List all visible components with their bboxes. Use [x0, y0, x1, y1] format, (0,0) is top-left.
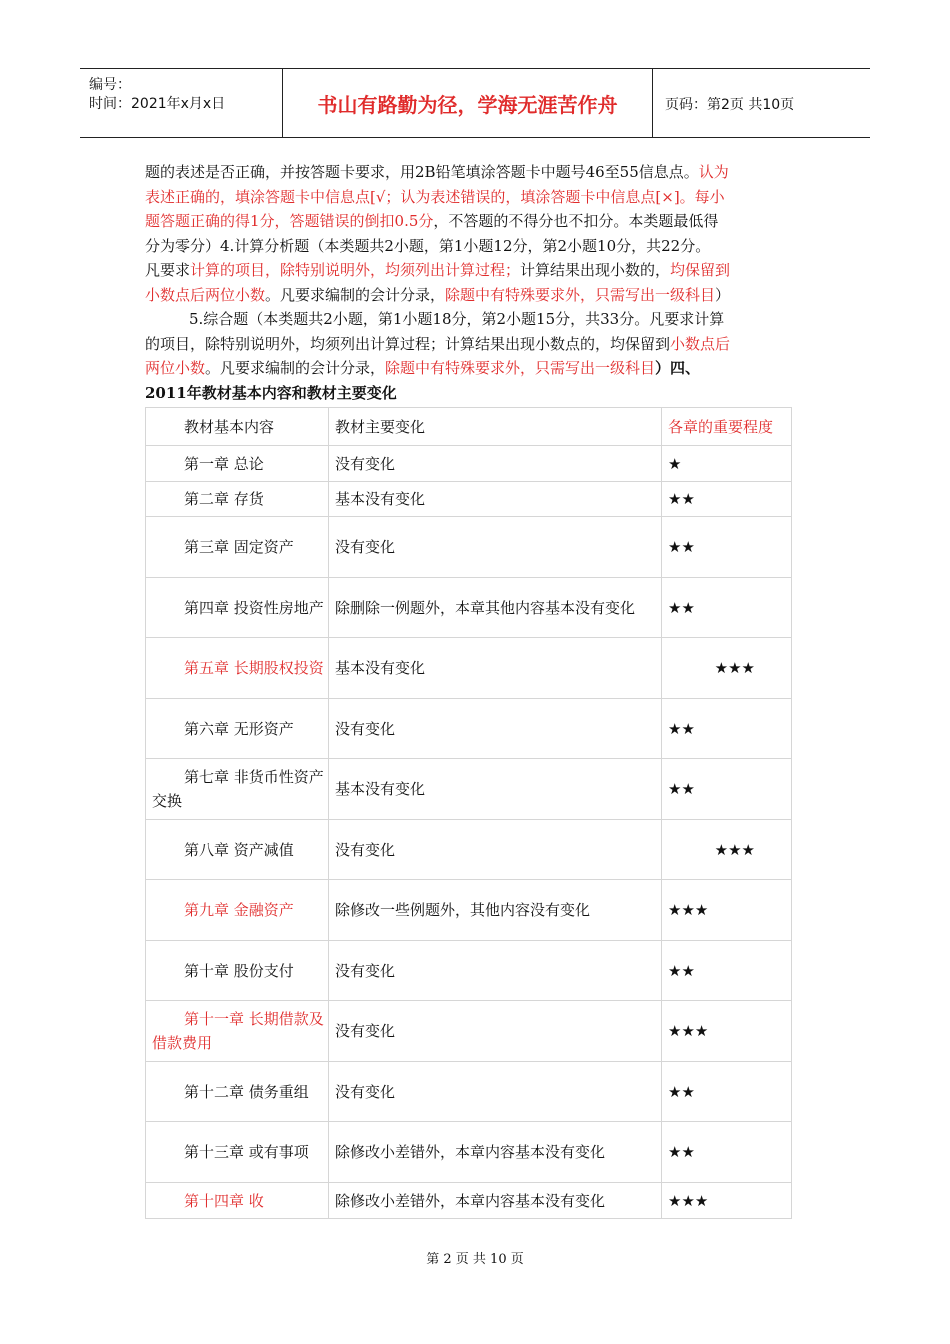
text-run-red: 认为 [698, 163, 729, 181]
header-cell: 教材基本内容 [146, 408, 329, 446]
header-cell: 教材主要变化 [329, 408, 662, 446]
chapter-cell: 第十二章 债务重组 [146, 1062, 329, 1122]
chapter-cell: 第八章 资产减值 [146, 820, 329, 880]
para-line [145, 283, 809, 308]
table-header-row [146, 408, 792, 446]
change-cell: 除修改小差错外，本章内容基本没有变化 [329, 1183, 662, 1219]
table-row [146, 517, 792, 578]
table-row [146, 638, 792, 699]
page-header [80, 68, 870, 138]
text-run-red: 小数点后 [670, 334, 731, 353]
importance-cell: ★★ [662, 1122, 792, 1183]
body-paragraph [145, 160, 809, 405]
para-line [145, 332, 809, 357]
header-page-info: 页码：第2页 共10页 [665, 97, 795, 113]
importance-cell: ★★ [662, 941, 792, 1001]
chapter-cell: 第七章 非货币性资产交换 [146, 759, 329, 820]
change-cell: 除删除一例题外，本章其他内容基本没有变化 [329, 578, 662, 638]
text-run-red: 两位小数 [145, 359, 206, 377]
chapter-cell: 第四章 投资性房地产 [146, 578, 329, 638]
chapter-cell: 第九章 金融资产 [146, 880, 329, 941]
header-motto: 书山有路勤为径，学海无涯苦作舟 [283, 69, 653, 137]
change-cell: 没有变化 [329, 941, 662, 1001]
para-line [145, 160, 809, 185]
chapter-cell: 第二章 存货 [146, 482, 329, 517]
table-row [146, 1062, 792, 1122]
importance-cell: ★ [662, 446, 792, 482]
header-meta [80, 69, 283, 137]
change-cell: 没有变化 [329, 1001, 662, 1062]
text-run-red: 除题中有特殊要求外，只需写出一级科目 [445, 285, 716, 304]
change-cell: 除修改小差错外，本章内容基本没有变化 [329, 1122, 662, 1183]
table-row [146, 941, 792, 1001]
text-run: 题的表述是否正确，并按答题卡要求，用2B铅笔填涂答题卡中题号46至55信息点。 [145, 163, 699, 181]
table-row [146, 482, 792, 517]
importance-cell: ★★ [662, 699, 792, 759]
number-label: 编号： [89, 77, 131, 93]
para-line [145, 258, 809, 283]
para-line [145, 356, 809, 381]
text-run-red: 计算的项目，除特别说明外，均须列出计算过程； [190, 261, 521, 279]
change-cell: 没有变化 [329, 699, 662, 759]
change-cell: 没有变化 [329, 517, 662, 578]
text-run: ，不答题的不得分也不扣分。本类题最低得 [433, 212, 719, 230]
text-run-red: 均保留到 [670, 261, 731, 279]
importance-cell: ★★★ [662, 1183, 792, 1219]
importance-cell: ★★★ [662, 820, 792, 880]
change-cell: 除修改一些例题外，其他内容没有变化 [329, 880, 662, 941]
text-run: 的项目，除特别说明外，均须列出计算过程；计算结果出现小数点的，均保留到 [145, 334, 671, 353]
para-line: 5.综合题（本类题共2小题，第1小题18分，第2小题15分，共33分。凡要求计算 [189, 310, 725, 328]
chapter-cell: 第十四章 收 [146, 1183, 329, 1219]
section-heading: 2011年教材基本内容和教材主要变化 [145, 383, 397, 402]
text-run-red: 小数点后两位小数 [145, 285, 266, 304]
time-label: 时间：2021年x月x日 [89, 96, 226, 112]
chapter-table [145, 407, 792, 1219]
chapter-cell: 第三章 固定资产 [146, 517, 329, 578]
table-row [146, 1183, 792, 1219]
importance-cell: ★★★ [662, 880, 792, 941]
table-row [146, 1122, 792, 1183]
text-run: 计算结果出现小数的， [520, 261, 671, 279]
text-run-bold: ）四、 [655, 359, 701, 377]
text-run: 。凡要求编制的会计分录， [265, 285, 446, 304]
para-line: 分为零分）4.计算分析题（本类题共2小题，第1小题12分，第2小题10分，共22分。 [145, 236, 711, 255]
table-row [146, 699, 792, 759]
table-row [146, 759, 792, 820]
importance-cell: ★★★ [662, 1001, 792, 1062]
table-row [146, 1001, 792, 1062]
change-cell: 没有变化 [329, 1062, 662, 1122]
importance-cell: ★★★ [662, 638, 792, 699]
para-line [145, 209, 809, 234]
table-row [146, 446, 792, 482]
importance-cell: ★★ [662, 1062, 792, 1122]
text-run: 凡要求 [145, 261, 191, 279]
table-row [146, 880, 792, 941]
para-line: 表述正确的，填涂答题卡中信息点[√；认为表述错误的，填涂答题卡中信息点[×]。每小 [145, 187, 725, 206]
page-footer: 第 2 页 共 10 页 [426, 1252, 524, 1267]
table-row [146, 578, 792, 638]
text-run-red: 题答题正确的得1分，答题错误的倒扣0.5分 [145, 212, 434, 230]
change-cell: 基本没有变化 [329, 482, 662, 517]
change-cell: 基本没有变化 [329, 638, 662, 699]
importance-cell: ★★ [662, 578, 792, 638]
chapter-cell: 第十一章 长期借款及借款费用 [146, 1001, 329, 1062]
chapter-cell: 第六章 无形资产 [146, 699, 329, 759]
text-run-red: 除题中有特殊要求外，只需写出一级科目 [385, 359, 656, 377]
importance-cell: ★★ [662, 759, 792, 820]
importance-cell: ★★ [662, 482, 792, 517]
chapter-cell: 第一章 总论 [146, 446, 329, 482]
text-run: ） [715, 285, 731, 304]
chapter-cell: 第十三章 或有事项 [146, 1122, 329, 1183]
chapter-cell: 第十章 股份支付 [146, 941, 329, 1001]
chapter-cell: 第五章 长期股权投资 [146, 638, 329, 699]
change-cell: 没有变化 [329, 820, 662, 880]
text-run: 。凡要求编制的会计分录， [205, 359, 386, 377]
change-cell: 没有变化 [329, 446, 662, 482]
change-cell: 基本没有变化 [329, 759, 662, 820]
table-row [146, 820, 792, 880]
header-cell: 各章的重要程度 [662, 408, 792, 446]
importance-cell: ★★ [662, 517, 792, 578]
